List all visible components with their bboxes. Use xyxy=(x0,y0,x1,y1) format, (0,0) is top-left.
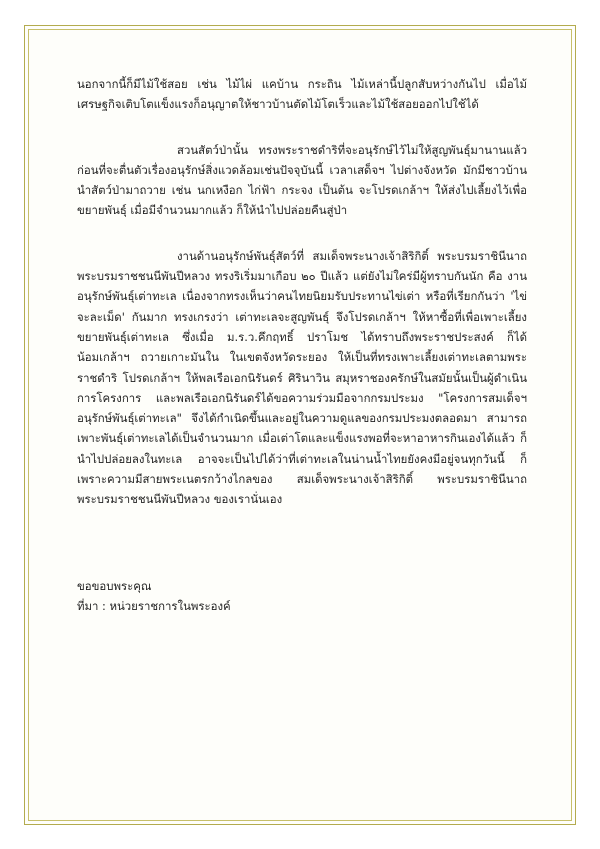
closing-thanks: ขอขอบพระคุณ xyxy=(77,578,152,593)
source-credit: ที่มา : หน่วยราชการในพระองค์ xyxy=(77,598,231,613)
document-body xyxy=(77,74,527,616)
document-page xyxy=(24,25,576,825)
paragraph-intro: นอกจากนี้ก็มีไม้ใช้สอย เช่น ไม้ไผ่ แคบ้าน กระถิน ไม้เหล่านี้ปลูกสับหว่างกันไป เมื่อไม้เศรษฐกิจเติบโตแข็งแรงก็อนุญาตให้ชาวบ้านตัดไม้โตเร็วและไม้ใช้สอยออกไปใช้ได้ xyxy=(77,77,527,112)
paragraph-wildlife-zoo: สวนสัตว์ป่านั้น ทรงพระราชดำริที่จะอนุรักษ์ไว้ไม่ให้สูญพันธุ์มานานแล้ว ก่อนที่จะตื่นตัวเรื่องอนุรักษ์สิ่งแวดล้อมเช่นปัจจุบันนี้ เวลาเสด็จฯ ไปต่างจังหวัด มักมีชาวบ้านนำสัตว์ป่ามาถวาย เช่น นกเหงือก ไก่ฟ้า กระจง เป็นต้น จะโปรดเกล้าฯ ให้ส่งไปเลี้ยงไว้เพื่อขยายพันธุ์ เมื่อมีจำนวนมากแล้ว ก็ให้นำไปปล่อยคืนสู่ป่า xyxy=(77,142,527,218)
paragraph-gap xyxy=(77,221,527,246)
paragraph-sea-turtle-conservation: งานด้านอนุรักษ์พันธุ์สัตว์ที่ สมเด็จพระนางเจ้าสิริกิติ์ พระบรมราชินีนาถ พระบรมราชชนนีพันปีหลวง ทรงริเริ่มมาเกือบ ๒๐ ปีแล้ว แต่ยังไม่ใคร่มีผู้ทราบกันนัก คือ งานอนุรักษ์พันธุ์เต่าทะเล เนื่องจากทรงเห็นว่าคนไทยนิยมรับประทานไข่เต่า หรือที่เรียกกันว่า 'ไข่จะละเม็ด' กันมาก ทรงเกรงว่า เต่าทะเลจะสูญพันธุ์ จึงโปรดเกล้าฯ ให้หาซื้อที่เพื่อเพาะเลี้ยงขยายพันธุ์เต่าทะเล ซึ่งเมื่อ ม.ร.ว.คึกฤทธิ์ ปราโมช ได้ทราบถึงพระราชประสงค์ ก็ได้น้อมเกล้าฯ ถวายเกาะมันใน ในเขตจังหวัดระยอง ให้เป็นที่ทรงเพาะเลี้ยงเต่าทะเลตามพระราชดำริ โปรดเกล้าฯ ให้พลเรือเอกนิรันดร์ ศิรินาวิน สมุหราชองครักษ์ในสมัยนั้นเป็นผู้ดำเนินการโครงการ และพลเรือเอกนิรันดร์ได้ขอความร่วมมือจากกรมประมง "โครงการสมเด็จฯ อนุรักษ์พันธุ์เต่าทะเล" จึงได้กำเนิดขึ้นและอยู่ในความดูแลของกรมประมงตลอดมา สามารถเพาะพันธุ์เต่าทะเลได้เป็นจำนวนมาก เมื่อเต่าโตและแข็งแรงพอที่จะหาอาหารกินเองได้แล้ว ก็นำไปปล่อยลงในทะเล อาจจะเป็นไปได้ว่าที่เต่าทะเลในน่านน้ำไทยยังคงมีอยู่จนทุกวันนี้ ก็เพราะความมีสายพระเนตรกว้างไกลของ สมเด็จพระนางเจ้าสิริกิติ์ พระบรมราชินีนาถ พระบรมราชชนนีพันปีหลวง ของเรานั่นเอง xyxy=(77,248,527,507)
paragraph-gap xyxy=(77,115,527,140)
closing-gap xyxy=(77,510,527,576)
